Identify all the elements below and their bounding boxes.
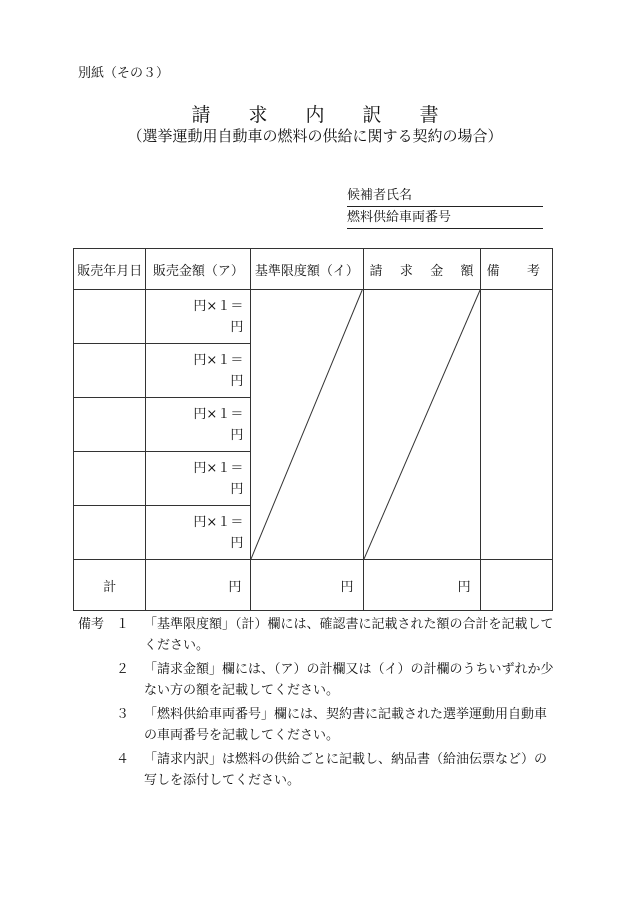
date-cell[interactable] — [74, 398, 146, 452]
date-cell[interactable] — [74, 290, 146, 344]
header-date: 販売年月日 — [74, 249, 146, 290]
header-claim-char: 請 — [369, 263, 383, 279]
unit-price-text: 円×１＝ — [193, 298, 244, 314]
note-text: 「燃料供給車両番号」欄には、契約書に記載された選挙運動用自動車の車両番号を記載してください。 — [144, 707, 548, 743]
unit-price-text: 円×１＝ — [193, 406, 244, 422]
form-subtitle: （選挙運動用自動車の燃料の供給に関する契約の場合） — [127, 127, 503, 145]
form-title: 請 求 内 訳 書 — [191, 104, 439, 126]
notes-heading: 備考 — [78, 617, 105, 632]
date-cell[interactable] — [74, 506, 146, 560]
note-number: ４ — [116, 752, 130, 767]
sales-amount-cell[interactable] — [146, 452, 251, 506]
header-claim-amount — [363, 249, 480, 290]
note-number: ２ — [116, 662, 130, 677]
header-remarks-char: 備 — [486, 263, 500, 279]
unit-price-text: 円×１＝ — [193, 460, 244, 476]
total-sales-cell[interactable]: 円 — [146, 560, 251, 611]
diagonal-strike — [364, 290, 480, 559]
claim-breakdown-table — [73, 248, 553, 611]
date-cell[interactable] — [74, 344, 146, 398]
note-item — [78, 659, 558, 701]
yen-text: 円 — [230, 535, 244, 551]
note-item — [78, 749, 558, 791]
table-row — [74, 290, 553, 344]
date-cell[interactable] — [74, 452, 146, 506]
annex-label: 別紙（その３） — [78, 66, 170, 81]
total-label: 計 — [74, 560, 146, 611]
header-claim-char: 額 — [460, 263, 474, 279]
sales-amount-cell[interactable] — [146, 344, 251, 398]
note-text: 「請求金額」欄には、（ア）の計欄又は（イ）の計欄のうちいずれか少ない方の額を記載してください。 — [144, 662, 554, 698]
vehicle-number-field[interactable]: 燃料供給車両番号 — [347, 208, 543, 229]
claim-amount-diagonal-cell — [363, 290, 480, 560]
note-item — [78, 614, 558, 656]
unit-price-text: 円×１＝ — [193, 514, 244, 530]
candidate-name-field[interactable]: 候補者氏名 — [347, 186, 543, 207]
header-remarks-char: 考 — [526, 263, 540, 279]
note-text: 「請求内訳」は燃料の供給ごとに記載し、納品書（給油伝票など）の写しを添付してください。 — [144, 752, 548, 788]
yen-text: 円 — [230, 427, 244, 443]
total-limit-cell[interactable]: 円 — [251, 560, 363, 611]
header-claim-char: 求 — [399, 263, 413, 279]
yen-text: 円 — [230, 481, 244, 497]
note-number: １ — [116, 617, 130, 632]
sales-amount-cell[interactable] — [146, 290, 251, 344]
header-sales-amount: 販売金額（ア） — [146, 249, 251, 290]
total-row — [74, 560, 553, 611]
header-limit-amount: 基準限度額（イ） — [251, 249, 363, 290]
total-remarks-cell[interactable] — [480, 560, 552, 611]
header-claim-char: 金 — [430, 263, 444, 279]
table-header-row — [74, 249, 553, 290]
limit-amount-diagonal-cell — [251, 290, 363, 560]
sales-amount-cell[interactable] — [146, 398, 251, 452]
yen-text: 円 — [230, 319, 244, 335]
total-claim-cell[interactable]: 円 — [363, 560, 480, 611]
note-number: ３ — [116, 707, 130, 722]
notes-section — [78, 614, 558, 794]
header-remarks — [480, 249, 552, 290]
sales-amount-cell[interactable] — [146, 506, 251, 560]
note-text: 「基準限度額」（計）欄には、確認書に記載された額の合計を記載してください。 — [144, 617, 554, 653]
yen-text: 円 — [230, 373, 244, 389]
note-item — [78, 704, 558, 746]
diagonal-strike — [251, 290, 362, 559]
unit-price-text: 円×１＝ — [193, 352, 244, 368]
remarks-cell[interactable] — [480, 290, 552, 560]
